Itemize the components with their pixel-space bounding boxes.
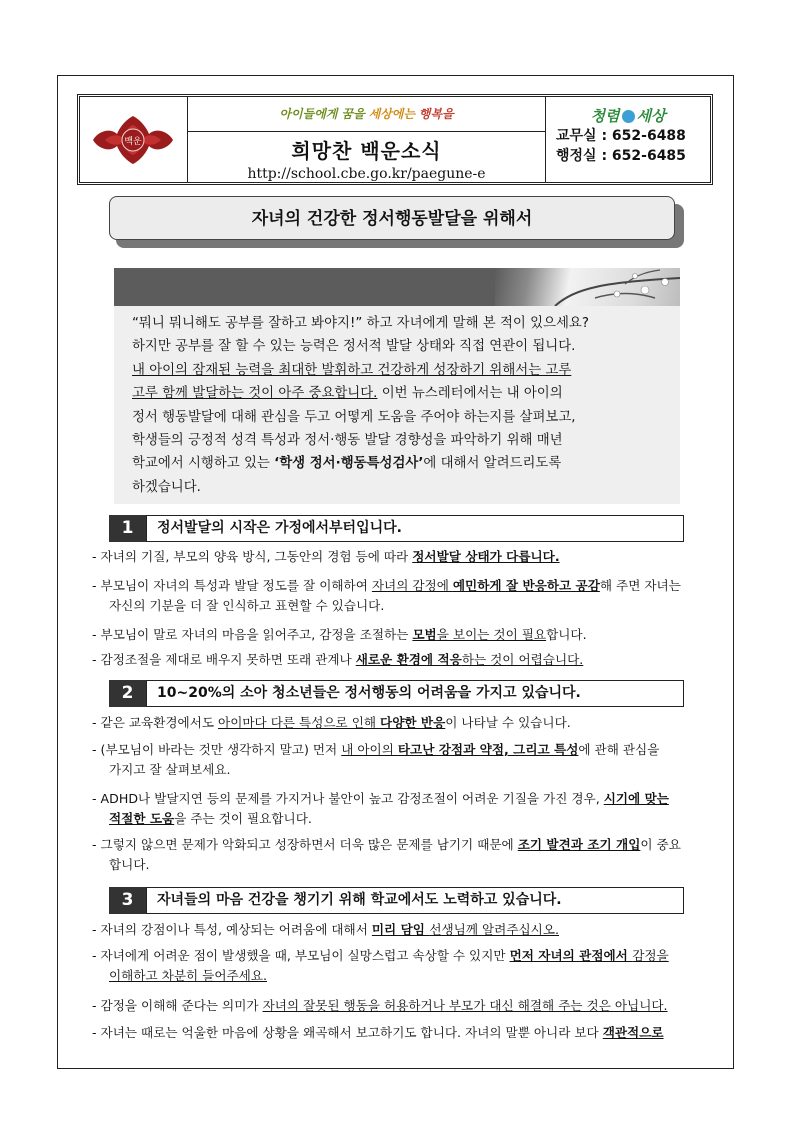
s2-bullet-2	[92, 740, 722, 780]
newsletter-name: 희망찬 백운소식	[291, 139, 442, 163]
text: - (부모님이 바라는 것만 생각하지 말고) 먼저	[92, 742, 342, 757]
integrity-logo	[546, 105, 710, 126]
text: - 자녀에게 어려운 점이 발생했을 때, 부모님이 실망스럽고 속상할 수 있지만	[92, 948, 510, 963]
intro-line-7a: 학교에서 시행하고 있는	[132, 456, 275, 472]
title-cell	[188, 97, 546, 182]
emphasis: 모범	[412, 627, 437, 642]
blossom-photo	[495, 268, 680, 306]
brand-part-1: 청렴	[590, 107, 620, 125]
emphasis: 타고난 강점과 약점, 그리고 특성	[397, 742, 579, 757]
s1-bullet-1	[92, 547, 722, 567]
newsletter-header	[77, 94, 713, 185]
s1-bullet-2	[92, 576, 722, 616]
emphasis: 시기에 맞는	[603, 791, 669, 806]
section-number: 2	[109, 680, 146, 707]
underlined: 하는 것이 어렵습니다.	[461, 652, 584, 667]
text: 자신의 기분을 더 잘 인식하고 표현할 수 있습니다.	[109, 598, 385, 613]
underlined: 선생님께 알려주십시오.	[429, 922, 559, 937]
text: 해 주면 자녀는	[599, 578, 681, 593]
intro-line-4-underlined: 고루 함께 발달하는 것이 아주 중요합니다.	[132, 386, 378, 402]
text: - 감정을 이해해 준다는 의미가	[92, 998, 263, 1013]
slogan-part-3: 행복을	[418, 107, 454, 121]
contact-cell	[546, 97, 710, 182]
s3-bullet-4	[92, 1023, 722, 1043]
section-number: 1	[109, 515, 146, 542]
slogan-part-2: 세상에는	[368, 107, 415, 121]
decorative-photo-strip	[114, 268, 680, 306]
intro-line-6: 학생들의 긍정적 성격 특성과 정서·행동 발달 경향성을 파악하기 위해 매년	[132, 433, 563, 449]
intro-survey-name: ‘학생 정서·행동특성검사’	[274, 456, 424, 472]
underlined: 아이마다 다른 특성으로 인해	[218, 715, 381, 730]
s1-bullet-4	[92, 650, 722, 670]
intro-paragraph	[114, 306, 680, 504]
text: - 자녀의 기질, 부모의 양육 방식, 그동안의 경험 등에 따라	[92, 549, 413, 564]
intro-line-7c: 에 대해서 알려드리도록	[423, 456, 562, 472]
emphasis: 새로운 환경에 적응	[355, 652, 462, 667]
text: - ADHD나 발달지연 등의 문제를 가지거나 불안이 높고 감정조절이 어려운 기질을 가진 경우,	[92, 791, 604, 806]
underlined: 내 아이의	[341, 742, 398, 757]
school-emblem-icon	[80, 97, 187, 182]
emphasis: 객관적으로	[602, 1025, 664, 1040]
school-url[interactable]: http://school.cbe.go.kr/paegune-e	[247, 166, 486, 182]
emphasis: 미리 담임	[371, 922, 430, 937]
slogan-part-1: 아이들에게 꿈을	[279, 107, 365, 121]
s1-bullet-3	[92, 625, 722, 645]
globe-icon	[622, 110, 635, 123]
school-logo-cell	[80, 97, 188, 182]
emphasis: 정서발달 상태가 다릅니다.	[412, 549, 560, 564]
underlined: 이해하고 차분히 들어주세요.	[109, 968, 267, 983]
intro-line-2: 하지만 공부를 잘 할 수 있는 능력은 정서적 발달 상태와 직접 연관이 됩니다.	[132, 339, 576, 355]
emphasis: 다양한 반응	[380, 715, 446, 730]
office-phone: 교무실 : 652-6488	[556, 128, 686, 144]
underlined: 자녀의 감정에	[371, 578, 453, 593]
text: 합니다.	[546, 627, 587, 642]
underlined: 자녀의 잘못된 행동을 허용하거나 부모가 대신 해결해 주는 것은 아닙니다.	[262, 998, 668, 1013]
underlined: 을 보이는 것이 필요	[436, 627, 547, 642]
emblem-text: 백운	[124, 137, 142, 147]
text: - 감정조절을 제대로 배우지 못하면 또래 관계나	[92, 652, 356, 667]
text: 이 중요	[640, 837, 681, 852]
intro-line-3: 내 아이의 잠재된 능력을 최대한 발휘하고 건강하게 성장하기 위해서는 고루	[132, 362, 572, 378]
admin-phone: 행정실 : 652-6485	[556, 148, 686, 164]
section-number: 3	[109, 887, 146, 914]
intro-line-1: “뭐니 뭐니해도 공부를 잘하고 봐야지!” 하고 자녀에게 말해 본 적이 있으세요?	[132, 316, 589, 331]
text: - 부모님이 말로 자녀의 마음을 읽어주고, 감정을 조절하는	[92, 627, 413, 642]
underlined: 감정을	[632, 948, 669, 963]
text: - 자녀는 때로는 억울한 마음에 상황을 왜곡해서 보고하기도 합니다. 자녀의 말뿐 아니라 보다	[92, 1025, 603, 1040]
article-title: 자녀의 건강한 정서행동발달을 위해서	[109, 196, 675, 240]
s2-bullet-3	[92, 789, 722, 829]
s2-bullet-4	[92, 835, 722, 875]
school-slogan	[188, 97, 545, 132]
text: - 자녀의 강점이나 특성, 예상되는 어려움에 대해서	[92, 922, 372, 937]
intro-line-4: 이번 뉴스레터에서는 내 아이의	[377, 386, 563, 402]
text: 을 주는 것이 필요합니다.	[174, 811, 312, 826]
text: - 같은 교육환경에서도	[92, 715, 219, 730]
emphasis: 적절한 도움	[109, 811, 175, 826]
text: 합니다.	[109, 857, 150, 872]
s2-bullet-1	[92, 713, 722, 733]
s3-bullet-2	[92, 946, 722, 986]
emphasis: 조기 발견과 조기 개입	[517, 837, 641, 852]
text: 에 관해 관심을	[578, 742, 660, 757]
emphasis: 먼저 자녀의 관점에서	[509, 948, 633, 963]
s3-bullet-3	[92, 996, 722, 1016]
section-title: 10~20%의 소아 청소년들은 정서행동의 어려움을 가지고 있습니다.	[146, 680, 684, 707]
text: - 부모님이 자녀의 특성과 발달 정도를 잘 이해하여	[92, 578, 372, 593]
text: 이 나타날 수 있습니다.	[445, 715, 571, 730]
brand-part-2: 세상	[636, 107, 666, 125]
intro-line-8: 하겠습니다.	[132, 479, 201, 495]
s3-bullet-1	[92, 920, 722, 940]
emphasis: 예민하게 잘 반응하고 공감	[452, 578, 600, 593]
section-title: 자녀들의 마음 건강을 챙기기 위해 학교에서도 노력하고 있습니다.	[146, 887, 684, 914]
text: - 그렇지 않으면 문제가 악화되고 성장하면서 더욱 많은 문제를 남기기 때문에	[92, 837, 518, 852]
intro-line-5: 정서 행동발달에 대해 관심을 두고 어떻게 도움을 주어야 하는지를 살펴보고,	[132, 409, 576, 425]
section-title: 정서발달의 시작은 가정에서부터입니다.	[146, 515, 684, 542]
text: 가지고 잘 살펴보세요.	[109, 762, 231, 777]
